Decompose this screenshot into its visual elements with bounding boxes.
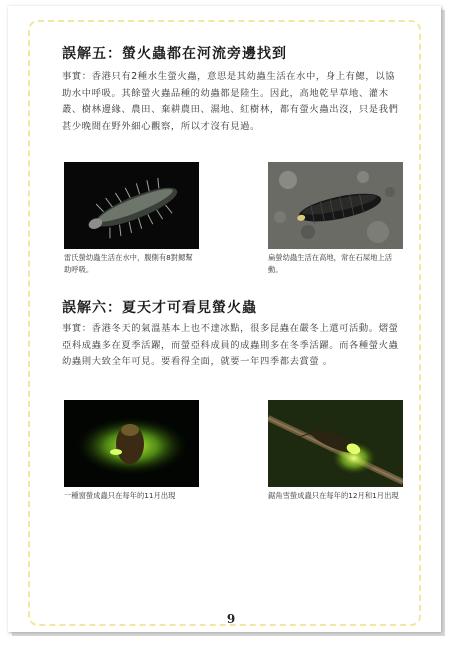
window-firefly-photo <box>64 400 199 487</box>
section5-body: 事實：香港只有2種水生螢火蟲，意思是其幼蟲生活在水中，身上有鰓，以協助水中呼吸。其餘螢火蟲品種的幼蟲都是陸生。因此，高地乾旱草地、灌木叢、樹林邊緣、農田、棄耕農田、濕地、紅樹林，都有螢火蟲出沒，只是我們甚少晚間在野外細心觀察，所以才沒有見過。 <box>62 71 399 132</box>
section6-title: 誤解六：夏天才可看見螢火蟲 <box>62 300 257 316</box>
page-number: 9 <box>226 612 236 626</box>
terrestrial-larva-caption: 扁螢幼蟲生活在高地，常在石屎地上活動。 <box>268 253 393 274</box>
sawtooth-firefly-caption: 鋸角雪螢成蟲只在每年的12月和1月出現 <box>268 491 399 500</box>
sawtooth-firefly-photo <box>268 400 403 487</box>
section6-body: 事實：香港冬天的氣溫基本上也不達冰點，很多昆蟲在嚴冬上還可活動。熠螢亞科成蟲多在夏季活躍，而螢亞科成員的成蟲則多在冬季活躍。而各種螢火蟲幼蟲則大致全年可見。要看得全面，就要一年四季都去賞螢 。 <box>62 323 399 368</box>
aquatic-larva-caption: 雷氏螢幼蟲生活在水中，腹側有8對鰓幫助呼吸。 <box>64 253 193 274</box>
aquatic-larva-photo <box>64 162 199 249</box>
section5-title: 誤解五：螢火蟲都在河流旁邊找到 <box>62 46 287 62</box>
window-firefly-caption: 一種窗螢成蟲只在每年的11月出現 <box>64 491 176 500</box>
terrestrial-larva-photo <box>268 162 403 249</box>
